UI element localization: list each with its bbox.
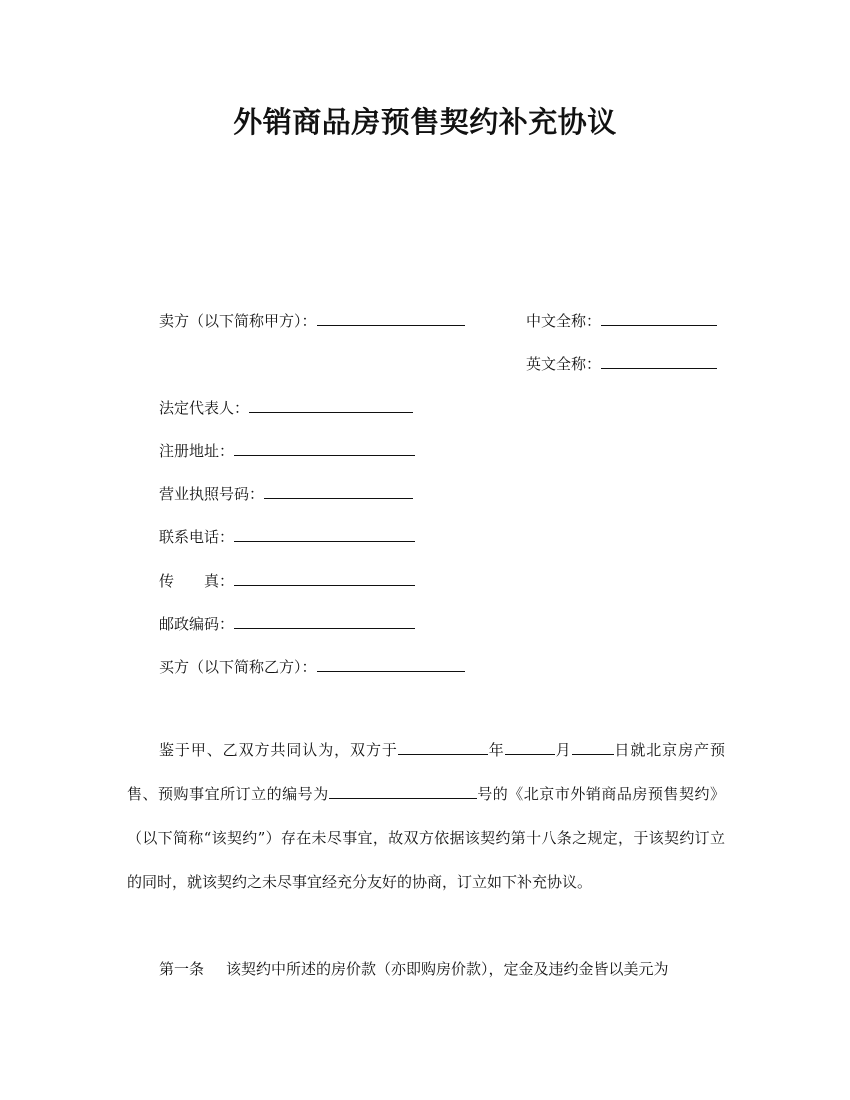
buyer-label: 买方（以下简称乙方）：: [159, 658, 317, 676]
address-label: 注册地址：: [159, 442, 235, 460]
fax-blank[interactable]: [234, 569, 415, 586]
phone-blank[interactable]: [234, 525, 415, 542]
month-label: 月: [554, 741, 572, 759]
year-label: 年: [487, 741, 505, 759]
legal-rep-blank[interactable]: [249, 396, 413, 413]
day-blank[interactable]: [572, 740, 614, 755]
english-name-blank[interactable]: [601, 352, 717, 369]
preamble-part3: 号的《北京市外销商品房预售契约》（以下简称“该契约”）存在未尽事宜，故双方依据该契约第十八条之规定，于该契约订立的同时，就该契约之未尽事宜经充分友好的协商，订立如下补充协议。: [127, 785, 725, 891]
seller-blank[interactable]: [317, 309, 465, 326]
address-line: [159, 439, 415, 461]
month-blank[interactable]: [505, 740, 555, 755]
article-1-number: 第一条: [159, 960, 205, 978]
document-title: 外销商品房预售契约补充协议: [233, 105, 617, 139]
legal-rep-line: [159, 396, 413, 418]
chinese-name-label: 中文全称：: [526, 312, 602, 330]
license-line: [159, 482, 413, 504]
chinese-name-line: [526, 309, 717, 331]
seller-line: [159, 309, 465, 331]
article-1-text: 该契约中所述的房价款（亦即购房价款），定金及违约金皆以美元为: [226, 960, 669, 978]
contract-number-blank[interactable]: [329, 784, 477, 799]
article-1: [159, 958, 725, 980]
fax-line: [159, 569, 415, 591]
chinese-name-blank[interactable]: [601, 309, 717, 326]
seller-label: 卖方（以下简称甲方）：: [159, 312, 317, 330]
year-blank[interactable]: [398, 740, 488, 755]
english-name-line: [526, 352, 717, 374]
fax-label: 传 真：: [159, 572, 235, 590]
postcode-blank[interactable]: [234, 612, 415, 629]
preamble-part2: 日就北京房产预售、预购事宜所订立的编号为: [127, 741, 725, 803]
phone-line: [159, 525, 415, 547]
phone-label: 联系电话：: [159, 528, 235, 546]
license-blank[interactable]: [264, 482, 413, 499]
buyer-blank[interactable]: [317, 655, 465, 672]
postcode-line: [159, 612, 415, 634]
preamble-paragraph: [127, 728, 725, 904]
preamble-part1: 鉴于甲、乙双方共同认为，双方于: [159, 741, 398, 759]
english-name-label: 英文全称：: [526, 355, 602, 373]
license-label: 营业执照号码：: [159, 485, 265, 503]
postcode-label: 邮政编码：: [159, 615, 235, 633]
buyer-line: [159, 655, 465, 677]
legal-rep-label: 法定代表人：: [159, 399, 250, 417]
address-blank[interactable]: [234, 439, 415, 456]
